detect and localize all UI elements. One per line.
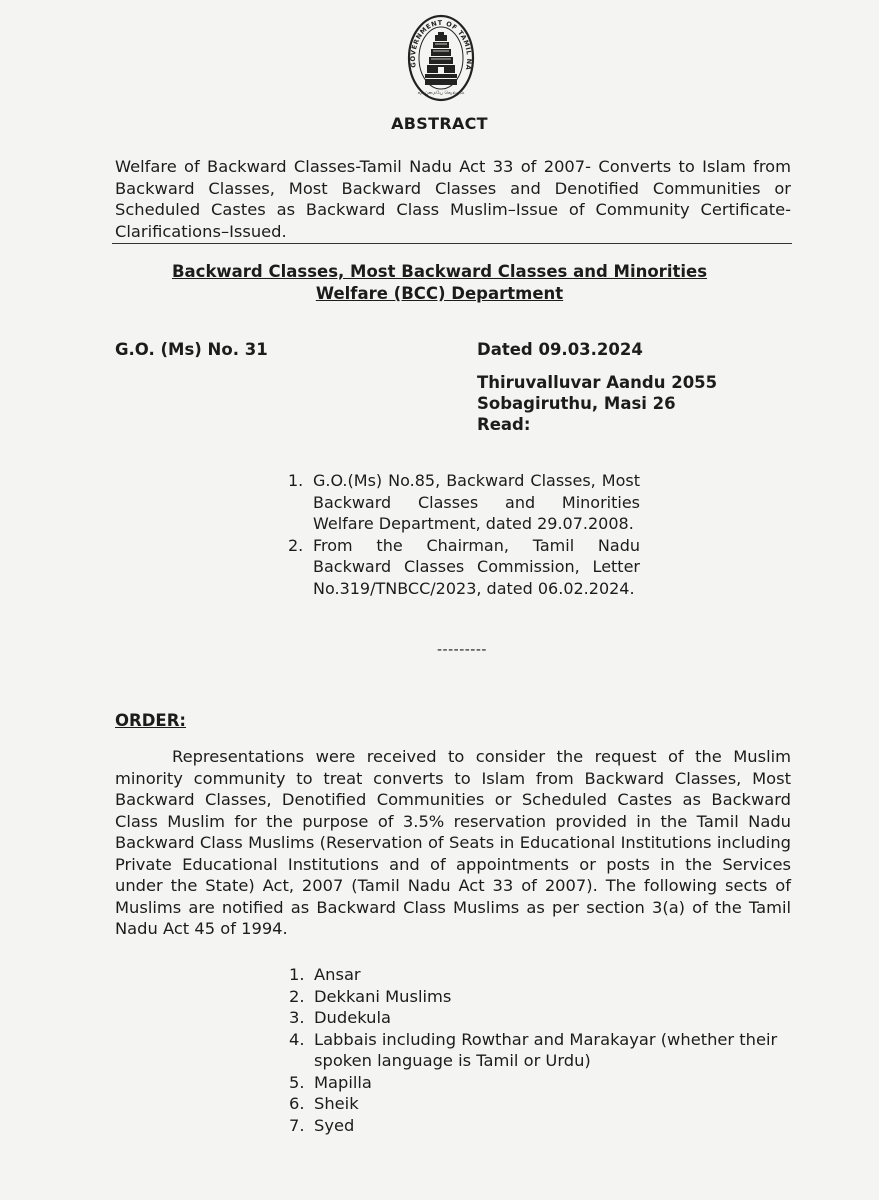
- list-item: [289, 1093, 793, 1115]
- list-item: [289, 1007, 793, 1029]
- list-item-number: 2.: [289, 986, 305, 1006]
- list-item-text: Ansar: [314, 965, 361, 984]
- list-item-number: 6.: [289, 1094, 305, 1113]
- list-item: [289, 964, 793, 986]
- list-item-number: 5.: [289, 1072, 305, 1092]
- list-item-text: Sheik: [314, 1094, 359, 1113]
- tamil-date-block: [477, 372, 717, 435]
- read-item-text: G.O.(Ms) No.85, Backward Classes, Most Backward Classes and Minorities Welfare Department, dated 29.07.2008.: [313, 471, 640, 533]
- divider-line: [112, 243, 792, 244]
- list-item: [289, 1029, 793, 1072]
- abstract-title: ABSTRACT: [391, 114, 488, 133]
- list-item-text: Labbais including Rowthar and Marakayar (whether their spoken language is Tamil or Urdu): [314, 1029, 778, 1070]
- list-item-number: 4.: [289, 1029, 305, 1049]
- department-line-2: Welfare (BCC) Department: [315, 284, 564, 303]
- list-item-number: 3.: [289, 1008, 305, 1027]
- seal-motto: வாய்மையே வெல்லும்: [417, 91, 465, 96]
- list-item-number: 1.: [289, 965, 305, 984]
- seal-text: GOVERNMENT OF TAMIL NA: [408, 18, 474, 72]
- department-heading: [0, 261, 879, 305]
- list-item-text: Syed: [314, 1115, 355, 1135]
- tamil-date: Sobagiruthu, Masi 26: [477, 394, 676, 413]
- tamil-year: Thiruvalluvar Aandu 2055: [477, 373, 718, 392]
- list-item-text: Dudekula: [314, 1008, 391, 1027]
- read-item: [288, 470, 640, 535]
- subject-text: Welfare of Backward Classes-Tamil Nadu Act 33 of 2007- Converts to Islam from Backward Classes, Most Backward Classes and Denotified Communities or Scheduled Castes as Backward Class Muslim–Issue of Community Certificate-Clarifications–Issued.: [115, 157, 791, 241]
- list-item-number: 7.: [289, 1115, 305, 1135]
- list-item: [289, 1072, 793, 1094]
- go-date: Dated 09.03.2024: [477, 340, 643, 359]
- go-number: G.O. (Ms) No. 31: [115, 340, 268, 359]
- sects-list: [289, 964, 793, 1136]
- list-item-text: Mapilla: [314, 1072, 372, 1092]
- read-label: Read:: [477, 415, 531, 434]
- read-item: [288, 535, 640, 600]
- list-item: [289, 1115, 793, 1137]
- read-item-number: 2.: [288, 535, 304, 555]
- read-item-number: 1.: [288, 471, 304, 490]
- read-item-text: From the Chairman, Tamil Nadu Backward Classes Commission, Letter No.319/TNBCC/2023, dated 06.02.2024.: [313, 535, 640, 598]
- department-line-1: Backward Classes, Most Backward Classes and Minorities: [171, 262, 708, 281]
- list-item-text: Dekkani Muslims: [314, 986, 452, 1006]
- list-item: [289, 986, 793, 1008]
- read-references: [288, 470, 640, 599]
- government-seal: [405, 6, 477, 106]
- separator-dashes: ---------: [437, 642, 487, 658]
- order-heading: ORDER:: [115, 711, 187, 730]
- order-paragraph: Representations were received to consider the request of the Muslim minority community to treat converts to Islam from Backward Classes, Most Backward Classes, Denotified Communities or Scheduled Castes as Backward Class Muslim for the purpose of 3.5% reservation provided in the Tamil Nadu Backward Class Muslims (Reservation of Seats in Educational Institutions including Private Educational Institutions and of appointments or posts in the Services under the State) Act, 2007 (Tamil Nadu Act 33 of 2007). The following sects of Muslims are notified as Backward Class Muslims as per section 3(a) of the Tamil Nadu Act 45 of 1994.: [115, 747, 791, 938]
